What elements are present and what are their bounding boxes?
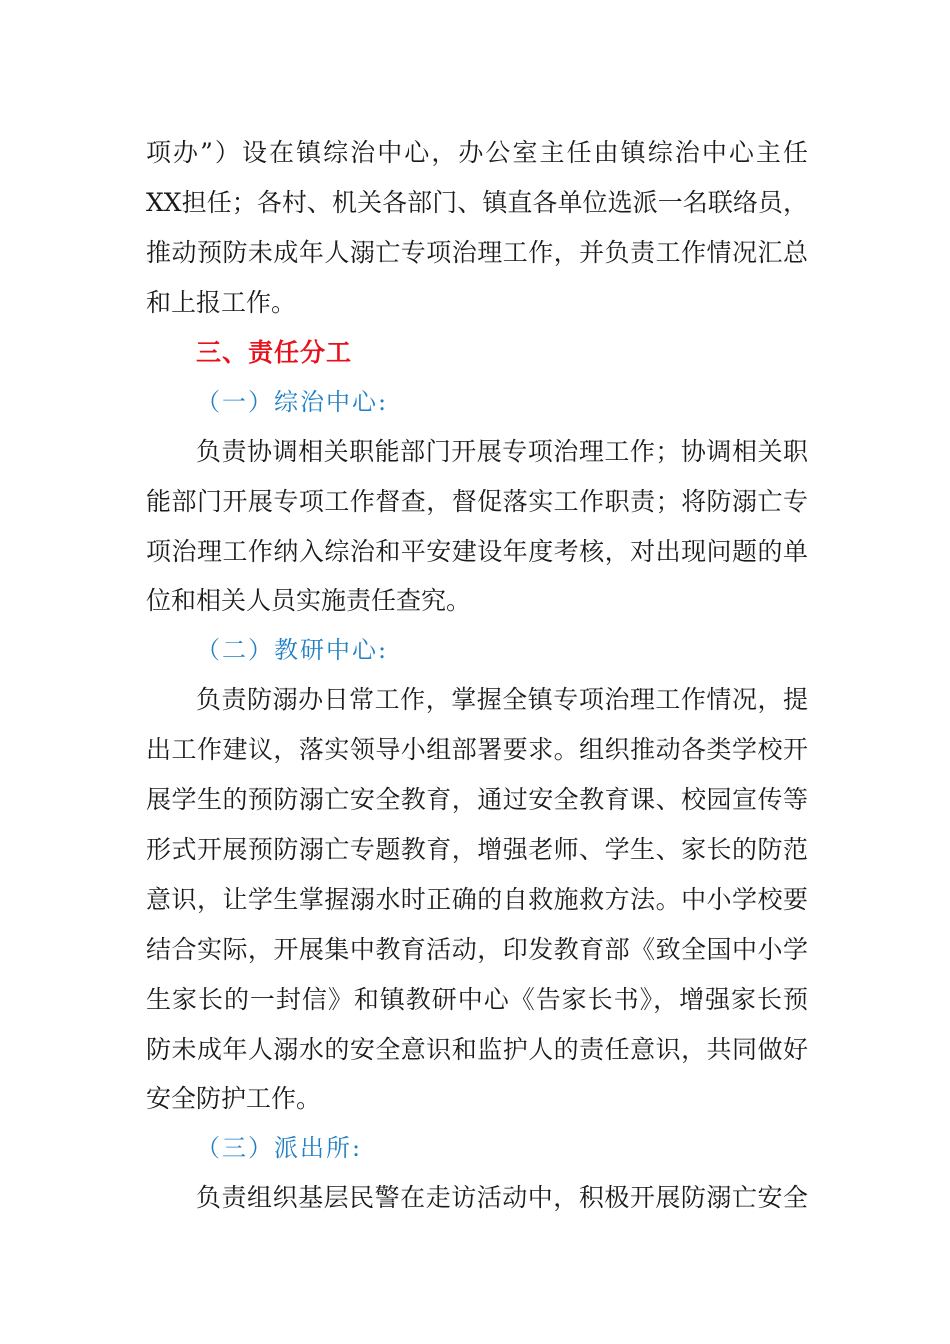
subsection-heading-2: （二）教研中心: [196, 636, 389, 664]
intro-line-4: 和上报工作。 [146, 288, 297, 317]
subsection-1-line-3: 项治理工作纳入综治和平安建设年度考核，对出现问题的单 [146, 537, 808, 566]
subsection-2-line-6: 结合实际，开展集中教育活动，印发教育部《致全国中小学 [146, 935, 808, 964]
subsection-2-line-5: 意识，让学生掌握溺水时正确的自救施救方法。中小学校要 [146, 885, 808, 914]
subsection-1-line-2: 能部门开展专项工作督查，督促落实工作职责；将防溺亡专 [146, 487, 808, 516]
subsection-2-line-9: 安全防护工作。 [146, 1084, 322, 1113]
intro-line-2: XX担任；各村、机关各部门、镇直各单位选派一名联络员， [146, 188, 808, 217]
subsection-heading-3: （三）派出所: [196, 1134, 363, 1162]
subsection-2-line-3: 展学生的预防溺亡安全教育，通过安全教育课、校园宣传等 [146, 785, 808, 814]
subsection-2-line-1: 负责防溺办日常工作，掌握全镇专项治理工作情况，提 [196, 685, 808, 714]
intro-line-1: 项办”）设在镇综治中心，办公室主任由镇综治中心主任 [146, 138, 808, 167]
subsection-2-line-7: 生家长的一封信》和镇教研中心《告家长书》，增强家长预 [146, 985, 808, 1014]
subsection-2-line-4: 形式开展预防溺亡专题教育，增强老师、学生、家长的防范 [146, 835, 808, 864]
intro-line-3: 推动预防未成年人溺亡专项治理工作，并负责工作情况汇总 [146, 238, 808, 267]
subsection-1-line-4: 位和相关人员实施责任查究。 [146, 586, 472, 615]
subsection-3-line-1: 负责组织基层民警在走访活动中，积极开展防溺亡安全 [196, 1183, 808, 1212]
subsection-heading-1: （一）综治中心: [196, 388, 389, 416]
section-heading: 三、责任分工 [196, 338, 353, 367]
subsection-2-line-2: 出工作建议，落实领导小组部署要求。组织推动各类学校开 [146, 735, 808, 764]
subsection-2-line-8: 防未成年人溺水的安全意识和监护人的责任意识，共同做好 [146, 1035, 808, 1064]
subsection-1-line-1: 负责协调相关职能部门开展专项治理工作；协调相关职 [196, 437, 808, 466]
